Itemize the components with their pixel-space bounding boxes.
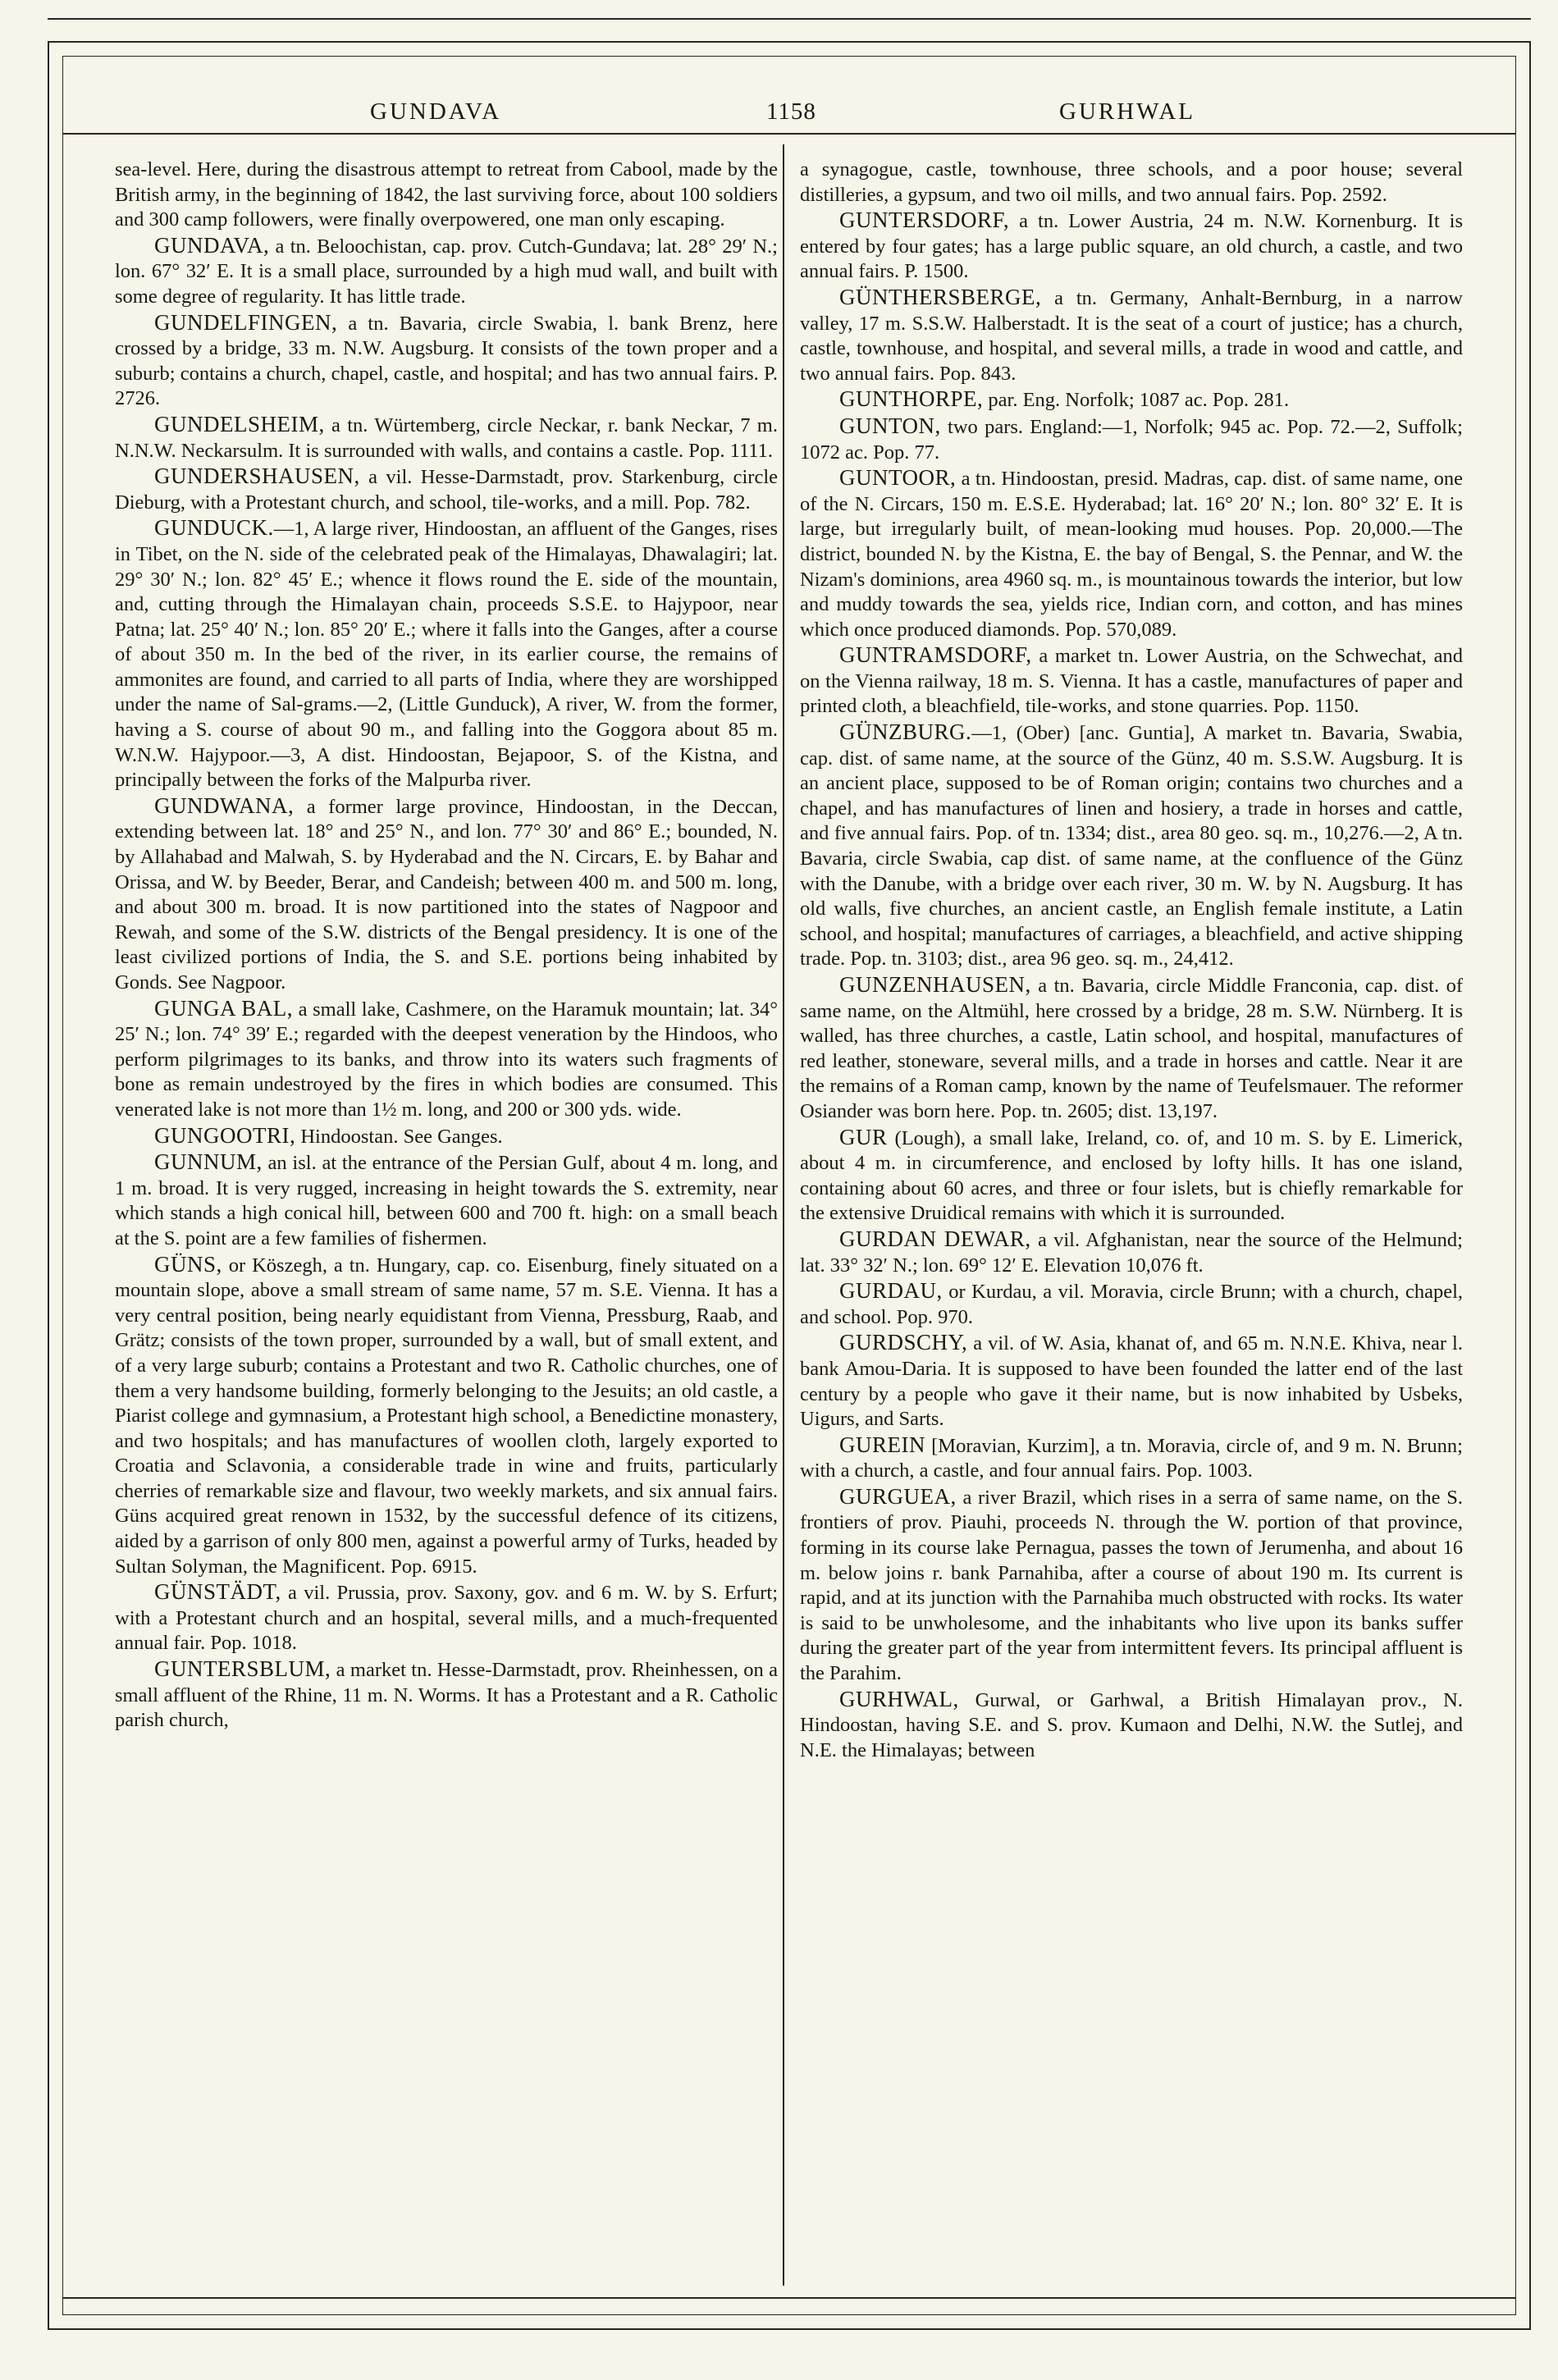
entry-headword: GUNTERSBLUM, <box>154 1656 331 1682</box>
entry-headword: GÜNTHERSBERGE, <box>839 284 1042 309</box>
entry-headword: GUNZENHAUSEN, <box>839 972 1031 997</box>
gazetteer-entry <box>800 1330 1463 1432</box>
gazetteer-entry <box>800 1227 1463 1278</box>
gazetteer-entry <box>115 1149 778 1251</box>
entry-headword: GURHWAL, <box>839 1686 959 1711</box>
running-head-right: GURHWAL <box>1059 98 1195 125</box>
gazetteer-entry <box>115 158 778 233</box>
gazetteer-entry <box>800 465 1463 642</box>
entry-headword: GUNDELSHEIM, <box>154 411 325 436</box>
entry-body: (Lough), a small lake, Ireland, co. of, and 10 m. S. by E. Limerick, about 4 m. in circumference, and enclosed by lofty hills. It has one island, containing about 60 acres, and three or four islets, but is chiefly remarkable for the extensive Druidical remains with which it is surrounded. <box>800 1126 1463 1225</box>
entry-headword: GUNNUM, <box>154 1149 263 1175</box>
gazetteer-entry <box>115 793 778 996</box>
entry-body: —1, (Ober) [anc. Guntia], A market tn. Bavaria, Swabia, cap. dist. of same name, at the source of the Günz, 40 m. S.S.W. Augsburg. It is an ancient place, supposed to be of Roman origin; contains two churches and a chapel, and has manufactures of linen and hosiery, a trade in horses and cattle, and five annual fairs. Pop. of tn. 1334; dist., area 80 geo. sq. m., 10,276.—2, A tn. Bavaria, circle Swabia, cap dist. of same name, at the confluence of the Günz with the Danube, with a bridge over each river, 30 m. W. by N. Augsburg. It has old walls, five churches, an ancient castle, an English female institute, a Latin school, and hospital; manufactures of carriages, a bleachfield, and active shipping trade. Pop. tn. 3103; dist., area 96 geo. sq. m., 24,412. <box>800 722 1463 971</box>
entry-body: an isl. at the entrance of the Persian Gulf, about 4 m. long, and 1 m. broad. It is very rugged, increasing in height towards the S. extremity, near which stands a high conical hill, between 600 and 700 ft. high: on a small beach at the S. point are a few families of fishermen. <box>115 1152 778 1249</box>
gazetteer-entry <box>115 996 778 1123</box>
entry-body: a small lake, Cashmere, on the Haramuk mountain; lat. 34° 25′ N.; lon. 74° 39′ E.; regarded with the deepest veneration by the Hindoos, who perform pilgrimages to its banks, and throw into its waters such fragments of bone as remain undestroyed by the fires in which bodies are consumed. This venerated lake is not more than 1½ m. long, and 200 or 300 yds. wide. <box>115 998 778 1121</box>
entry-body: [Moravian, Kurzim], a tn. Moravia, circle of, and 9 m. N. Brunn; with a church, a castle, and four annual fairs. Pop. 1003. <box>800 1434 1463 1482</box>
column-divider <box>783 144 784 2286</box>
entry-body: a tn. Bavaria, circle Swabia, l. bank Brenz, here crossed by a bridge, 33 m. N.W. Augsburg. It consists of the town proper and a suburb; contains a church, chapel, castle, and hospital; and has two annual fairs. P. 2726. <box>115 312 778 410</box>
entry-body: Gurwal, or Garhwal, a British Himalayan prov., N. Hindoostan, having S.E. and S. prov. Kumaon and Delhi, N.W. the Sutlej, and N.E. the Himalayas; between <box>800 1688 1463 1761</box>
left-column <box>115 158 778 2254</box>
entry-body: a market tn. Hesse-Darmstadt, prov. Rheinhessen, on a small affluent of the Rhine, 11 m. N. Worms. It has a Protestant and a R. Catholic parish church, <box>115 1659 778 1732</box>
entry-body: a vil. of W. Asia, khanat of, and 65 m. N.N.E. Khiva, near l. bank Amou-Daria. It is supposed to have been founded the latter end of the last century by a people who gave it their name, but is now inhabited by Usbeks, Uigurs, and Sarts. <box>800 1332 1463 1431</box>
entry-headword: GUNGA BAL, <box>154 995 293 1021</box>
gazetteer-entry <box>115 1656 778 1734</box>
running-head-left: GUNDAVA <box>370 98 502 125</box>
entry-body: Hindoostan. See Ganges. <box>295 1125 503 1148</box>
gazetteer-entry <box>800 1278 1463 1330</box>
gazetteer-entry <box>800 1687 1463 1764</box>
entry-headword: GUNTRAMSDORF, <box>839 642 1032 668</box>
right-column <box>800 158 1463 2254</box>
gazetteer-entry <box>115 515 778 793</box>
gazetteer-entry <box>115 412 778 464</box>
entry-headword: GURDSCHY, <box>839 1330 968 1355</box>
entry-body: a vil. Prussia, prov. Saxony, gov. and 6 m. W. by S. Erfurt; with a Protestant church and an hospital, several mills, and a much-frequented annual fair. Pop. 1018. <box>115 1582 778 1655</box>
gazetteer-entry <box>115 1579 778 1656</box>
entry-body: a synagogue, castle, townhouse, three schools, and a poor house; several distilleries, a gypsum, and two oil mills, and two annual fairs. Pop. 2592. <box>800 158 1463 206</box>
entry-body: a tn. Germany, Anhalt-Bernburg, in a narrow valley, 17 m. S.S.W. Halberstadt. It is the seat of a court of justice; has a church, castle, townhouse, and hospital, and several mills, a trade in wood and cattle, and two annual fairs. Pop. 843. <box>800 286 1463 385</box>
gazetteer-entry <box>800 972 1463 1125</box>
gazetteer-entry <box>800 285 1463 386</box>
bottom-rule <box>62 2297 1516 2299</box>
entry-headword: GUNTOOR, <box>839 465 957 491</box>
entry-headword: GÜNZBURG. <box>839 719 972 745</box>
entry-headword: GUNDUCK. <box>154 515 274 541</box>
entry-headword: GUNTON, <box>839 413 941 438</box>
entry-body: a tn. Beloochistan, cap. prov. Cutch-Gundava; lat. 28° 29′ N.; lon. 67° 32′ E. It is a small place, surrounded by a high mud wall, and built with some degree of regularity. It has little trade. <box>115 235 778 308</box>
entry-body: sea-level. Here, during the disastrous attempt to retreat from Cabool, made by the British army, in the beginning of 1842, the last surviving force, about 100 soldiers and 300 camp followers, were finally overpowered, one man only escaping. <box>115 158 778 231</box>
entry-body: a vil. Afghanistan, near the source of the Helmund; lat. 33° 32′ N.; lon. 69° 12′ E. Elevation 10,076 ft. <box>800 1228 1463 1277</box>
entry-body: a tn. Bavaria, circle Middle Franconia, cap. dist. of same name, on the Altmühl, here crossed by a bridge, 28 m. S.W. Nürnberg. It is walled, has three churches, a castle, Latin school, and hospital, manufactures of red leather, stoneware, several mills, and a trade in horses and cattle. Near it are the remains of a Roman camp, known by the name of Teufelsmauer. The reformer Osiander was born here. Pop. tn. 2605; dist. 13,197. <box>800 975 1463 1122</box>
header-rule <box>62 133 1516 135</box>
entry-headword: GURDAN DEWAR, <box>839 1226 1031 1251</box>
gazetteer-entry <box>800 1125 1463 1227</box>
entry-headword: GURDAU, <box>839 1278 943 1304</box>
gazetteer-entry <box>800 413 1463 465</box>
page-number: 1158 <box>766 98 816 125</box>
entry-body: a vil. Hesse-Darmstadt, prov. Starkenburg, circle Dieburg, with a Protestant church, and school, tile-works, and a mill. Pop. 782. <box>115 466 778 514</box>
entry-body: a tn. Hindoostan, presid. Madras, cap. dist. of same name, one of the N. Circars, 150 m. E.S.E. Hyderabad; lat. 16° 20′ N.; lon. 80° 32′ E. It is large, but irregularly built, of mean-looking mud houses. Pop. 20,000.—The district, bounded N. by the Kistna, E. the bay of Bengal, S. the Pennar, and W. the Nizam's dominions, area 4960 sq. m., is mountainous towards the interior, but low and muddy towards the sea, yields rice, Indian corn, and cotton, and has mines which once produced diamonds. Pop. 570,089. <box>800 468 1463 641</box>
gazetteer-entry <box>115 464 778 515</box>
entry-headword: GUR <box>839 1124 888 1149</box>
gazetteer-entry <box>800 208 1463 285</box>
entry-body: a river Brazil, which rises in a serra of same name, on the S. frontiers of prov. Piauhi, proceeds N. through the W. portion of that province, forming in its course lake Pernagua, passes the town of Jerumenha, and about 16 m. below joins r. bank Parnahiba, after a course of about 190 m. Its current is rapid, and at its junction with the Parnahiba much obstructed with rocks. Its water is said to be unwholesome, and the inhabitants who live upon its banks suffer during the greater part of the year from intermittent fevers. Its principal affluent is the Parahim. <box>800 1486 1463 1685</box>
gazetteer-entry <box>115 1123 778 1150</box>
gazetteer-entry <box>800 386 1463 413</box>
entry-body: or Kurdau, a vil. Moravia, circle Brunn; with a church, chapel, and school. Pop. 970. <box>800 1281 1463 1328</box>
gazetteer-entry <box>115 310 778 412</box>
gazetteer-entry <box>800 158 1463 208</box>
entry-headword: GUNGOOTRI, <box>154 1122 296 1148</box>
entry-headword: GUNDWANA, <box>154 793 295 818</box>
entry-body: par. Eng. Norfolk; 1087 ac. Pop. 281. <box>983 389 1290 412</box>
entry-headword: GUNTERSDORF, <box>839 208 1010 233</box>
entry-body: a tn. Würtemberg, circle Neckar, r. bank Neckar, 7 m. N.N.W. Neckarsulm. It is surrounded with walls, and contains a castle. Pop. 1111. <box>115 413 778 462</box>
running-head <box>62 92 1516 133</box>
entry-headword: GUREIN <box>839 1432 925 1457</box>
gazetteer-entry <box>115 1252 778 1580</box>
entry-headword: GUNDELFINGEN, <box>154 309 338 335</box>
gazetteer-entry <box>800 642 1463 719</box>
gazetteer-entry <box>800 1432 1463 1484</box>
entry-headword: GÜNS, <box>154 1251 222 1277</box>
top-rule <box>48 18 1531 20</box>
entry-body: —1, A large river, Hindoostan, an affluent of the Ganges, rises in Tibet, on the N. side of the celebrated peak of the Himalayas, Dhawalagiri; lat. 29° 30′ N.; lon. 82° 45′ E.; whence it flows round the E. side of the mountain, and, cutting through the Himalayan chain, proceeds S.S.E. to Hajypoor, near Patna; lat. 25° 40′ N.; lon. 85° 20′ E.; where it falls into the Ganges, after a course of about 350 m. In the bed of the river, in its earlier course, the remains of ammonites are found, and carried to all parts of India, where they are worshipped under the name of Sal-grams.—2, (Little Gunduck), A river, W. from the former, having a S. course of about 90 m., and falling into the Goggora about 85 m. W.N.W. Hajypoor.—3, A dist. Hindoostan, Bejapoor, S. of the Kistna, and principally between the forks of the Malpurba river. <box>115 518 778 792</box>
entry-body: a tn. Lower Austria, 24 m. N.W. Kornenburg. It is entered by four gates; has a large public square, an old church, a castle, and two annual fairs. P. 1500. <box>800 210 1463 283</box>
entry-headword: GÜNSTÄDT, <box>154 1579 281 1605</box>
gazetteer-entry <box>115 233 778 310</box>
gazetteer-entry <box>800 1484 1463 1687</box>
entry-body: or Köszegh, a tn. Hungary, cap. co. Eisenburg, finely situated on a mountain slope, above a small stream of same name, 57 m. S.E. Vienna. It has a very central position, being nearly equidistant from Vienna, Pressburg, Raab, and Grätz; consists of the town proper, surrounded by a wall, but of small extent, and of a very large suburb; contains a Protestant and two R. Catholic churches, one of them a very handsome building, formerly belonging to the Jesuits; an old castle, a Piarist college and gymnasium, a Protestant high school, a Benedictine monastery, and two hospitals; and has manufactures of woollen cloth, largely exported to Croatia and Sclavonia, a considerable trade in wine and fruits, particularly cherries of remarkable size and flavour, two weekly markets, and six annual fairs. Güns acquired great renown in 1532, by the successful defence of its citizens, aided by a garrison of only 800 men, against a powerful army of Turks, headed by Sultan Solyman, the Magnificent. Pop. 6915. <box>115 1254 778 1578</box>
entry-headword: GUNDERSHAUSEN, <box>154 464 360 489</box>
entry-body: two pars. England:—1, Norfolk; 945 ac. Pop. 72.—2, Suffolk; 1072 ac. Pop. 77. <box>800 415 1463 464</box>
entry-headword: GURGUEA, <box>839 1483 957 1509</box>
entry-body: a former large province, Hindoostan, in the Deccan, extending between lat. 18° and 25° N., and lon. 77° 30′ and 86° E.; bounded, N. by Allahabad and Malwah, S. by Hyderabad and the N. Circars, E. by Bahar and Orissa, and W. by Beeder, Berar, and Candeish; between 400 m. and 500 m. long, and about 300 m. broad. It is now partitioned into the states of Nagpoor and Rewah, and some of the S.W. districts of the Bengal presidency. It is one of the least civilized portions of India, the S. and S.E. portions being inhabited by Gonds. See Nagpoor. <box>115 795 778 994</box>
gazetteer-entry <box>800 719 1463 972</box>
entry-body: a market tn. Lower Austria, on the Schwechat, and on the Vienna railway, 18 m. S. Vienna. It has a castle, manufactures of paper and printed cloth, a bleachfield, tile-works, and stone quarries. Pop. 1150. <box>800 645 1463 718</box>
entry-headword: GUNDAVA, <box>154 232 270 258</box>
entry-headword: GUNTHORPE, <box>839 386 984 412</box>
